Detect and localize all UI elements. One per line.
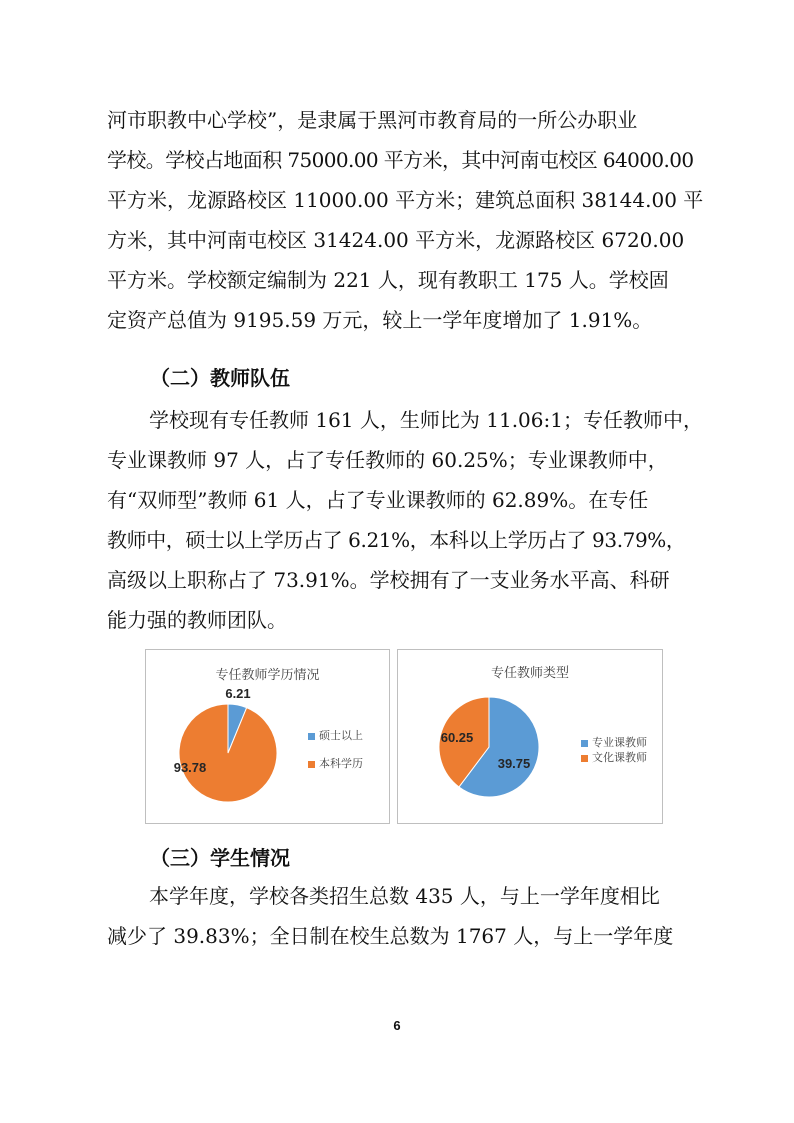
chart-teacher-type <box>397 649 663 824</box>
paragraph-teachers <box>107 400 703 640</box>
paragraph-students <box>107 876 687 956</box>
legend-item-professional <box>581 734 647 750</box>
text-line: 学校。学校占地面积 75000.00 平方米，其中河南屯校区 64000.00 <box>107 148 694 172</box>
legend-item-culture <box>581 749 647 765</box>
section-heading-teachers: （二）教师队伍 <box>150 366 290 390</box>
text-line: 平方米。学校额定编制为 221 人，现有教职工 175 人。学校固 <box>107 268 669 292</box>
legend-label: 文化课教师 <box>592 751 647 764</box>
chart-title: 专任教师类型 <box>490 666 569 681</box>
data-label: 93.78 <box>173 760 207 775</box>
legend-item-masters <box>308 727 363 743</box>
legend-label: 本科学历 <box>319 757 363 770</box>
text-line: 能力强的教师团队。 <box>107 608 287 632</box>
data-label: 6.21 <box>225 686 251 701</box>
text-line: 学校现有专任教师 161 人，生师比为 11.06:1；专任教师中， <box>149 408 703 432</box>
chart-education-level <box>145 649 390 824</box>
pie-slice <box>179 704 277 802</box>
page-number: 6 <box>393 1018 401 1033</box>
text-line: 定资产总值为 9195.59 万元，较上一学年度增加了 1.91%。 <box>107 308 653 332</box>
text-line: 平方米，龙源路校区 11000.00 平方米；建筑总面积 38144.00 平 <box>107 188 704 212</box>
text-line: 本学年度，学校各类招生总数 435 人，与上一学年度相比 <box>149 884 660 908</box>
data-label: 39.75 <box>497 756 531 771</box>
text-line: 有“双师型”教师 61 人，占了专业课教师的 62.89%。在专任 <box>107 488 649 512</box>
text-line: 河市职教中心学校”，是隶属于黑河市教育局的一所公办职业 <box>107 108 638 132</box>
legend-swatch <box>581 740 588 747</box>
text-line: 方米，其中河南屯校区 31424.00 平方米，龙源路校区 6720.00 <box>107 228 685 252</box>
legend-label: 专业课教师 <box>592 736 647 749</box>
text-line: 减少了 39.83%；全日制在校生总数为 1767 人，与上一学年度 <box>107 924 674 948</box>
text-line: 高级以上职称占了 73.91%。学校拥有了一支业务水平高、科研 <box>107 568 670 592</box>
legend-item-bachelor <box>308 755 363 771</box>
legend-swatch <box>581 755 588 762</box>
text-line: 教师中，硕士以上学历占了 6.21%，本科以上学历占了 93.79%， <box>107 528 686 552</box>
text-line: 专业课教师 97 人，占了专任教师的 60.25%；专业课教师中， <box>107 448 668 472</box>
chart-title: 专任教师学历情况 <box>215 668 320 683</box>
section-heading-students: （三）学生情况 <box>150 846 290 870</box>
legend-label: 硕士以上 <box>319 729 363 742</box>
legend-swatch <box>308 733 315 740</box>
legend-swatch <box>308 761 315 768</box>
data-label: 60.25 <box>440 730 474 745</box>
paragraph-school-overview <box>107 100 704 340</box>
